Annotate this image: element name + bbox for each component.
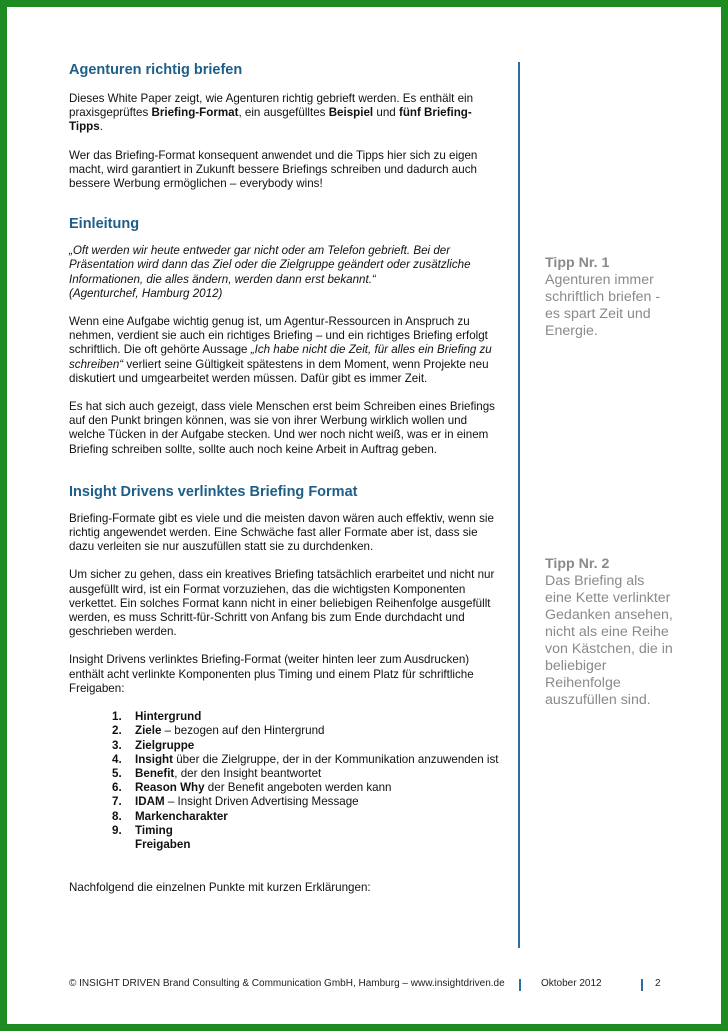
list-item-number: 5. xyxy=(112,766,122,780)
list-item-term: Timing xyxy=(135,823,173,837)
heading-einleitung: Einleitung xyxy=(69,216,140,233)
list-item xyxy=(112,795,499,809)
tip-1-text: Agenturen immer schriftlich briefen - es spart Zeit und Energie. xyxy=(545,272,661,339)
list-item-number: 6. xyxy=(112,781,122,795)
column-divider xyxy=(518,62,520,948)
list-item-description: – Insight Driven Advertising Message xyxy=(164,795,359,809)
footer-separator-1 xyxy=(519,979,521,991)
list-item-term: Freigaben xyxy=(135,837,191,851)
list-item-number: 9. xyxy=(112,823,122,837)
format-paragraph-2: Um sicher zu gehen, dass ein kreatives Briefing tatsächlich erarbeitet und nicht nur ausgefüllt wird, ist ein Format vorzuziehen, das die wichtigsten Komponenten verkettet. Ein solches Format kann nicht in einer beliebigen Reihenfolge ausgefüllt werden, es muss Schritt-für-Schritt von Anfang bis zum Ende durchdacht und geschrieben werden. xyxy=(69,568,495,639)
quote-source: (Agenturchef, Hamburg 2012) xyxy=(69,286,223,300)
list-item-term: Hintergrund xyxy=(135,710,202,724)
intro-paragraph-2: Wer das Briefing-Format konsequent anwendet und die Tipps hier sich zu eigen macht, wird garantiert in Zukunft bessere Briefings schreiben und dadurch auch bessere Werbung ermöglichen – everybody wins! xyxy=(69,148,478,191)
list-item-number: 2. xyxy=(112,724,122,738)
list-item-term: Benefit xyxy=(135,766,175,780)
list-item xyxy=(112,838,499,852)
footer-page: 2 xyxy=(655,978,661,989)
einleitung-quote-inline: „Ich habe nicht die Zeit, für alles ein Briefing zu schreiben“ xyxy=(69,343,492,371)
tip-1 xyxy=(545,255,675,340)
heading-briefing-format: Insight Drivens verlinktes Briefing Format xyxy=(69,483,358,500)
list-item-description: der Benefit angeboten werden kann xyxy=(204,781,392,795)
quote xyxy=(69,244,499,301)
list-item xyxy=(112,753,499,767)
list-item-term: Ziele xyxy=(135,724,162,738)
list-item-number: 7. xyxy=(112,795,122,809)
list-item xyxy=(112,824,499,838)
footer-separator-2 xyxy=(641,979,643,991)
list-item xyxy=(112,739,499,753)
list-item-description: über die Zielgruppe, der in der Kommunikation anzuwenden ist xyxy=(173,752,499,766)
list-item-description: – bezogen auf den Hintergrund xyxy=(161,724,325,738)
list-item-description: , der den Insight beantwortet xyxy=(174,766,322,780)
list-item-term: Markencharakter xyxy=(135,809,228,823)
intro-paragraph xyxy=(69,92,499,135)
intro-bold-format: Briefing-Format xyxy=(151,106,239,120)
list-item-term: Zielgruppe xyxy=(135,738,195,752)
tip-2-title: Tipp Nr. 2 xyxy=(545,556,610,572)
einleitung-paragraph-2: Es hat sich auch gezeigt, dass viele Menschen erst beim Schreiben eines Briefings auf den Punkt bringen können, was sie von ihrer Werbung wirklich wollen und welche Tücken in der Aufgabe stecken. Und wer noch nicht weiß, was er in einem Briefing schreiben sollte, sollte auch noch keine Arbeit in Auftrag geben. xyxy=(69,400,495,456)
list-item-term: Insight xyxy=(135,752,173,766)
main-column xyxy=(69,61,499,895)
einleitung-text-a: Wenn eine Aufgabe wichtig genug ist, um Agentur-Ressourcen in Anspruch zu nehmen, verdient sie auch ein richtiges Briefing – und ein richtiges Briefing erfolgt schriftlich. Die oft gehörte Aussage xyxy=(69,315,488,357)
list-item-number: 1. xyxy=(112,710,122,724)
format-paragraph-4: Nachfolgend die einzelnen Punkte mit kurzen Erklärungen: xyxy=(69,881,371,895)
list-item xyxy=(112,781,499,795)
intro-text-a: Dieses White Paper zeigt, wie Agenturen richtig gebrieft werden. Es enthält ein praxisgeprüftes xyxy=(69,92,474,120)
intro-text-e: und xyxy=(373,106,399,120)
footer-date: Oktober 2012 xyxy=(541,978,602,989)
einleitung-text-c: verliert seine Gültigkeit spätestens in dem Moment, wenn Projekte neu diskutiert und umgearbeitet werden müssen. Dafür gibt es immer Zeit. xyxy=(69,357,489,385)
quote-text: „Oft werden wir heute entweder gar nicht oder am Telefon gebrieft. Bei der Präsentation wird dann das Ziel oder die Zielgruppe geändert oder zusätzliche Informationen, die alles ändern, werden dann erst bekannt.“ xyxy=(69,244,471,286)
list-item-number: 4. xyxy=(112,752,122,766)
list-item xyxy=(112,810,499,824)
tip-2 xyxy=(545,556,675,709)
format-paragraph-1: Briefing-Formate gibt es viele und die meisten davon wären auch effektiv, wenn sie richtig angewendet werden. Eine Schwäche fast aller Formate aber ist, dass sie dazu verleiten sie nur auszufüllen statt sie zu durchdenken. xyxy=(69,511,494,554)
intro-text-c: , ein ausgefülltes xyxy=(238,106,329,120)
list-item xyxy=(112,767,499,781)
list-item xyxy=(112,724,499,738)
footer-company: © INSIGHT DRIVEN Brand Consulting & Communication GmbH, Hamburg – www.insightdriven.de xyxy=(69,978,505,989)
tip-1-title: Tipp Nr. 1 xyxy=(545,255,610,271)
format-paragraph-3: Insight Drivens verlinktes Briefing-Format (weiter hinten leer zum Ausdrucken) enthält acht verlinkte Komponenten plus Timing und einem Platz für schriftliche Freigaben: xyxy=(69,653,474,695)
list-item-number: 3. xyxy=(112,738,122,752)
list-item xyxy=(112,710,499,724)
heading-agenturen: Agenturen richtig briefen xyxy=(69,62,243,78)
intro-text-g: . xyxy=(99,120,103,134)
component-list xyxy=(112,710,499,852)
tip-2-text: Das Briefing als eine Kette verlinkter Gedanken ansehen, nicht als eine Reihe von Kästchen, die in beliebiger Reihenfolge auszufüllen sind. xyxy=(545,573,673,708)
intro-bold-beispiel: Beispiel xyxy=(328,106,374,120)
intro-bold-tipps: fünf Briefing-Tipps xyxy=(69,106,472,134)
list-item-number: 8. xyxy=(112,809,122,823)
list-item-term: Reason Why xyxy=(135,781,205,795)
list-item-term: IDAM xyxy=(135,795,165,809)
einleitung-paragraph-1 xyxy=(69,315,499,386)
